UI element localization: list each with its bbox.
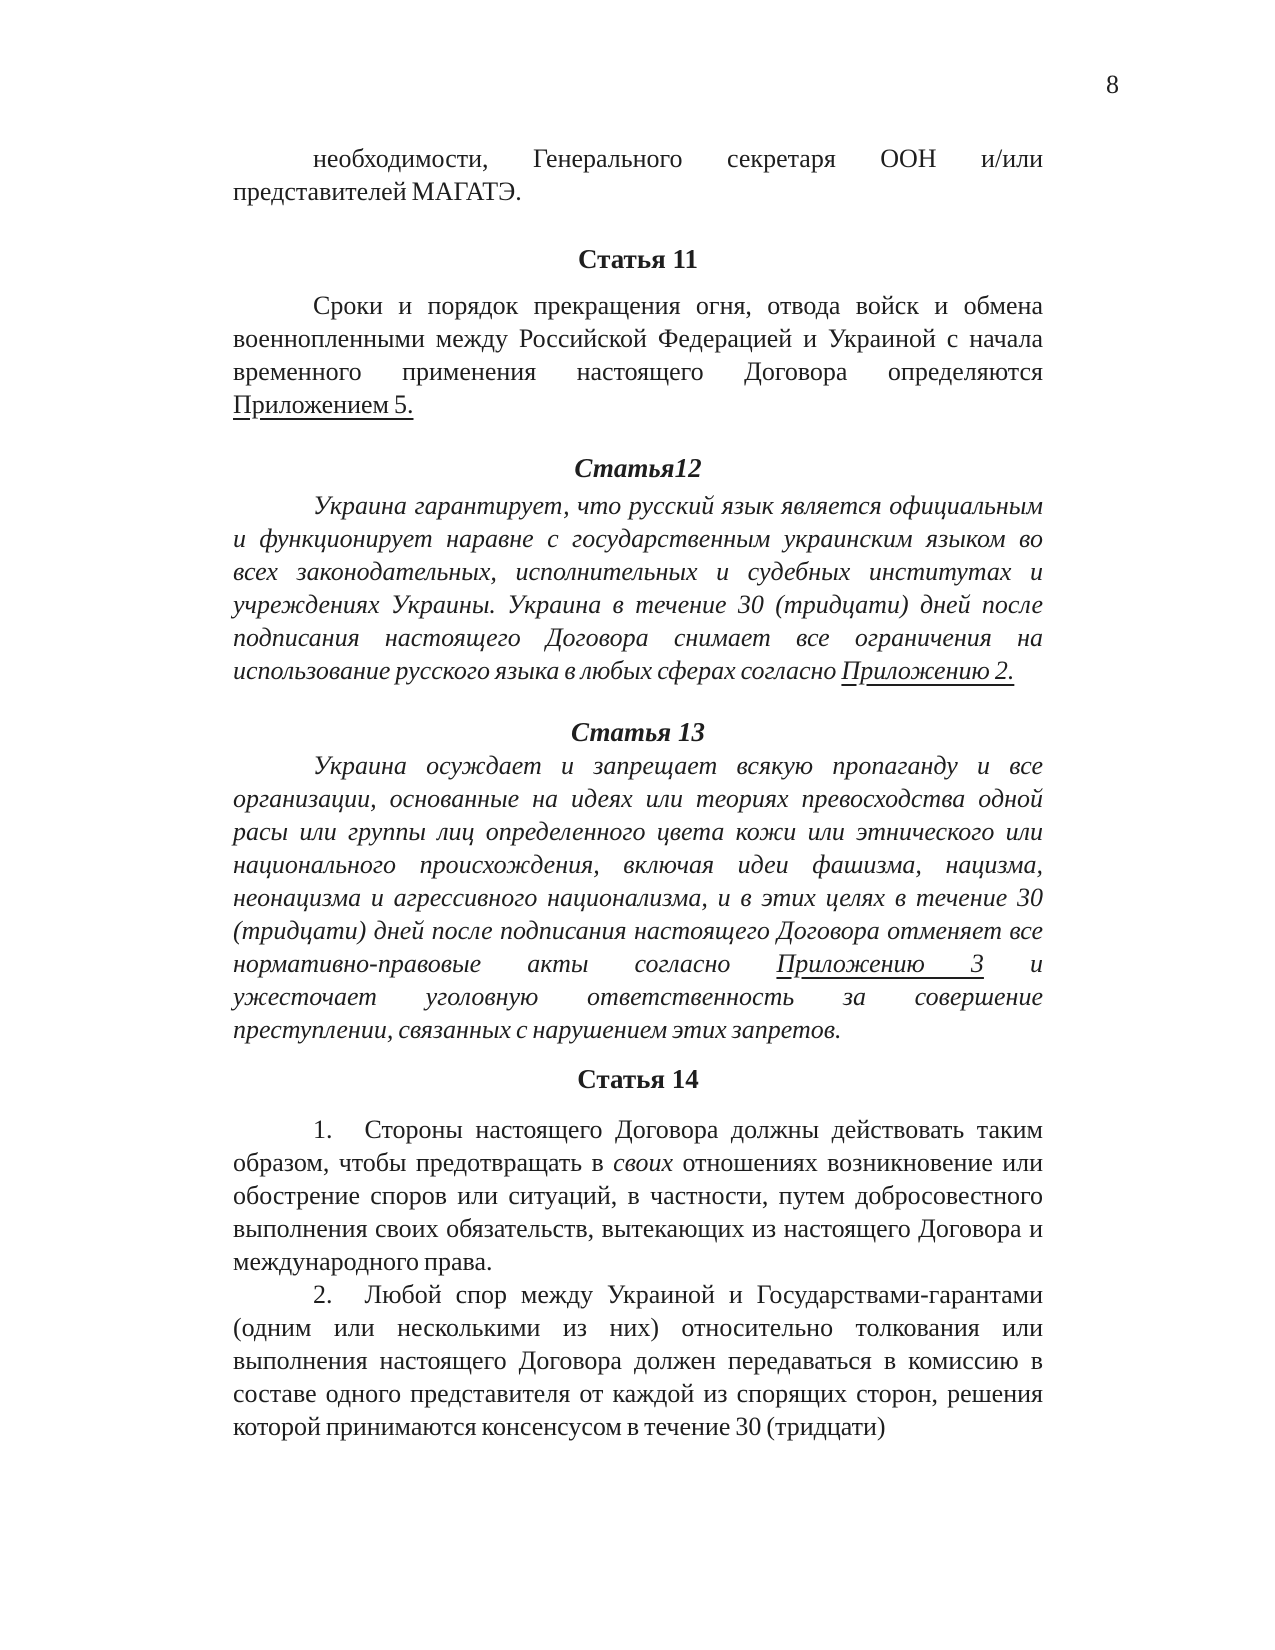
heading-article-11: Статья 11 bbox=[578, 244, 698, 274]
text-run: выполнения настоящего Договора должен передаваться в комиссию в bbox=[233, 1346, 1043, 1375]
text-line bbox=[233, 848, 1043, 881]
text-line bbox=[233, 621, 1043, 654]
text-run: и функционирует наравне с государственным украинским языком во bbox=[233, 524, 1043, 553]
underlined-annex-reference: Приложению 3 bbox=[776, 949, 984, 978]
text-run: учреждениях Украины. Украина в течение 30 (тридцати) дней после bbox=[233, 590, 1043, 619]
text-line bbox=[233, 1212, 1043, 1245]
text-run: которой принимаются консенсусом в течение 30 (тридцати) bbox=[233, 1412, 886, 1441]
text-line bbox=[233, 947, 1043, 980]
text-line bbox=[233, 555, 1043, 588]
document-body bbox=[233, 142, 1043, 1443]
text-run: Стороны настоящего Договора должны действовать таким bbox=[364, 1115, 1043, 1144]
text-run: (одним или несколькими из них) относительно толкования или bbox=[233, 1313, 1043, 1342]
text-line bbox=[233, 1377, 1043, 1410]
text-run: нормативно-правовые акты согласно bbox=[233, 949, 777, 978]
text-run: расы или группы лиц определенного цвета кожи или этнического или bbox=[233, 817, 1043, 846]
text-line bbox=[233, 1344, 1043, 1377]
text-run: Сроки и порядок прекращения огня, отвода войск и обмена bbox=[313, 291, 1043, 320]
text-line bbox=[233, 815, 1043, 848]
text-run: обострение споров или ситуаций, в частности, путем добросовестного bbox=[233, 1181, 1043, 1210]
para-article-12 bbox=[233, 489, 1043, 687]
text-line bbox=[233, 522, 1043, 555]
text-run: 2. bbox=[313, 1280, 333, 1309]
text-line bbox=[233, 749, 1043, 782]
text-line bbox=[233, 322, 1043, 355]
text-line bbox=[233, 588, 1043, 621]
text-run: ужесточает уголовную ответственность за совершение bbox=[233, 982, 1043, 1011]
text-run: всех законодательных, исполнительных и судебных институтах и bbox=[233, 557, 1043, 586]
text-run: национального происхождения, включая идеи фашизма, нацизма, bbox=[233, 850, 1043, 879]
text-line bbox=[233, 1278, 1043, 1311]
heading-article-12: Статья12 bbox=[574, 453, 702, 483]
text-line bbox=[233, 1013, 1043, 1046]
text-run: своих bbox=[613, 1148, 674, 1177]
para-article-14-1 bbox=[233, 1113, 1043, 1278]
text-line bbox=[233, 1113, 1043, 1146]
underlined-annex-reference: Приложением 5. bbox=[233, 390, 414, 419]
text-line bbox=[233, 1245, 1043, 1278]
text-run: необходимости, Генерального секретаря ООН и/или bbox=[313, 144, 1043, 173]
text-line bbox=[233, 1311, 1043, 1344]
para-article-11 bbox=[233, 289, 1043, 421]
text-line bbox=[233, 175, 1043, 208]
heading-article-14: Статья 14 bbox=[577, 1064, 699, 1094]
text-line bbox=[233, 1146, 1043, 1179]
text-run: Украина осуждает и запрещает всякую пропаганду и все bbox=[313, 751, 1043, 780]
text-run: преступлении, связанных с нарушением этих запретов. bbox=[233, 1015, 842, 1044]
page-number: 8 bbox=[1106, 70, 1119, 99]
text-line bbox=[233, 1179, 1043, 1212]
para-intro bbox=[233, 142, 1043, 208]
text-line bbox=[233, 782, 1043, 815]
text-run: подписания настоящего Договора снимает все ограничения на bbox=[233, 623, 1043, 652]
heading-article-13: Статья 13 bbox=[571, 717, 705, 747]
text-run: неонацизма и агрессивного национализма, и в этих целях в течение 30 bbox=[233, 883, 1043, 912]
text-run: Украина гарантирует, что русский язык является официальным bbox=[313, 491, 1043, 520]
text-run: образом, чтобы предотвращать в bbox=[233, 1148, 614, 1177]
text-run: представителей МАГАТЭ. bbox=[233, 177, 522, 206]
text-line bbox=[233, 1410, 1043, 1443]
text-line bbox=[233, 388, 1043, 421]
text-line bbox=[233, 489, 1043, 522]
text-line bbox=[233, 881, 1043, 914]
para-article-14-2 bbox=[233, 1278, 1043, 1443]
text-run: отношениях возникновение или bbox=[673, 1148, 1043, 1177]
text-line bbox=[233, 654, 1043, 687]
text-line bbox=[233, 289, 1043, 322]
text-run: составе одного представителя от каждой из спорящих сторон, решения bbox=[233, 1379, 1043, 1408]
text-run: военнопленными между Российской Федерацией и Украиной с начала bbox=[233, 324, 1043, 353]
text-run: организации, основанные на идеях или теориях превосходства одной bbox=[233, 784, 1043, 813]
text-line bbox=[233, 355, 1043, 388]
text-run: Любой спор между Украиной и Государствами-гарантами bbox=[364, 1280, 1043, 1309]
para-article-13 bbox=[233, 749, 1043, 1046]
text-run: международного права. bbox=[233, 1247, 493, 1276]
text-run: использование русского языка в любых сферах согласно bbox=[233, 656, 842, 685]
text-line bbox=[233, 914, 1043, 947]
underlined-annex-reference: Приложению 2. bbox=[841, 656, 1015, 685]
text-run: (тридцати) дней после подписания настоящего Договора отменяет все bbox=[233, 916, 1043, 945]
text-line bbox=[233, 980, 1043, 1013]
text-run: и bbox=[983, 949, 1044, 978]
text-line bbox=[233, 142, 1043, 175]
text-run: временного применения настоящего Договора определяются bbox=[233, 357, 1043, 386]
text-run: выполнения своих обязательств, вытекающих из настоящего Договора и bbox=[233, 1214, 1043, 1243]
text-run: 1. bbox=[313, 1115, 333, 1144]
